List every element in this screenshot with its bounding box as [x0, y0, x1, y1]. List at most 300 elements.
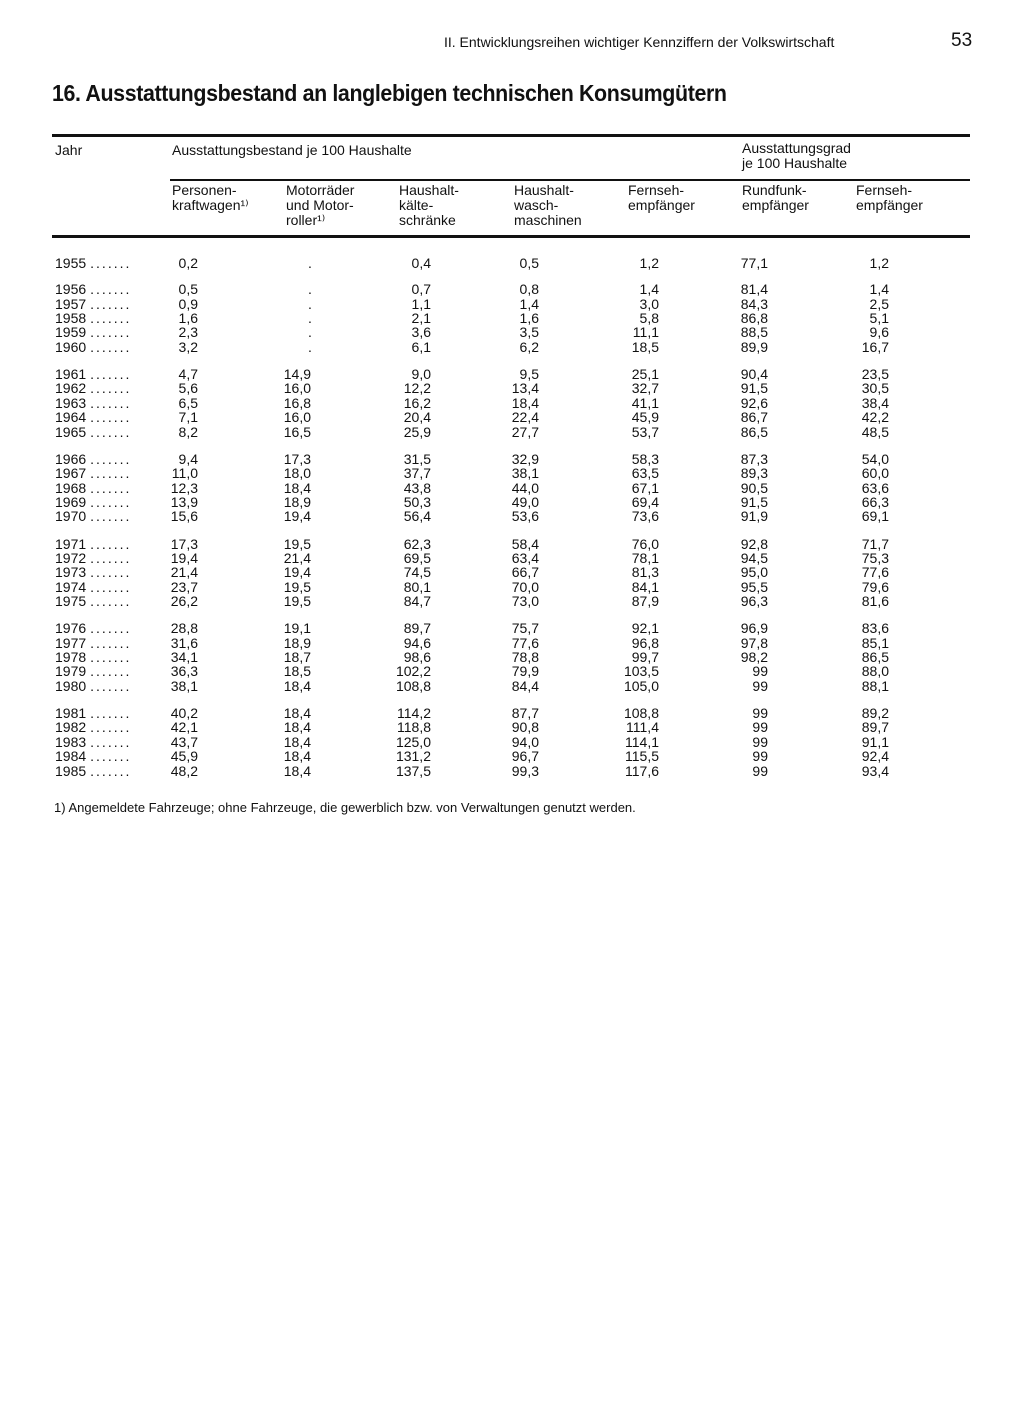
table-cell: 18,4 [283, 748, 311, 765]
table-cell: 63,4 [511, 549, 539, 566]
table-cell: 32,9 [511, 450, 539, 467]
year-cell: 1965 ....... [55, 423, 132, 440]
column-header-line: empfänger [856, 197, 923, 213]
column-header [628, 183, 695, 213]
table-cell: 1,1 [411, 295, 431, 312]
column-header-line: Haushalt- [399, 182, 459, 198]
dot-leader: ....... [90, 620, 132, 637]
table-cell: 88,1 [861, 677, 889, 694]
dot-leader: ....... [90, 465, 132, 482]
table-cell: 1,2 [869, 255, 889, 271]
table-cell: 0,2 [178, 255, 198, 271]
table-cell: 16,7 [861, 338, 889, 355]
dot-leader: ....... [90, 366, 132, 383]
table-cell: 45,9 [631, 409, 659, 426]
table-cell: 81,4 [740, 281, 768, 298]
table-cell: 9,5 [519, 366, 539, 383]
table-cell: 99,3 [511, 762, 539, 779]
column-header-line: Motorräder [286, 182, 355, 198]
year-cell: 1956 ....... [55, 281, 132, 298]
table-cell: 1,6 [178, 310, 198, 327]
table-cell: 98,6 [403, 649, 431, 666]
table-cell: 90,8 [511, 719, 539, 736]
table-cell: 18,4 [283, 762, 311, 779]
table-cell: 79,6 [861, 578, 889, 595]
column-header-line: empfänger [742, 197, 809, 213]
table-cell: 62,3 [403, 535, 431, 552]
year-cell: 1971 ....... [55, 535, 132, 552]
table-cell: 75,3 [861, 549, 889, 566]
table-cell: 1,4 [869, 281, 889, 298]
table-cell: 89,7 [403, 620, 431, 637]
table-cell: 131,2 [395, 748, 431, 765]
table-cell: 58,4 [511, 535, 539, 552]
table-cell: 56,4 [403, 508, 431, 525]
table-cell: 3,2 [178, 338, 198, 355]
year-cell: 1985 ....... [55, 762, 132, 779]
table-cell: 91,5 [740, 493, 768, 510]
table-cell: 2,1 [411, 310, 431, 327]
table-cell: 23,5 [861, 366, 889, 383]
table-cell: 105,0 [623, 677, 659, 694]
table-cell: 0,9 [178, 295, 198, 312]
table-cell: 96,3 [740, 593, 768, 609]
table-cell: 18,5 [283, 663, 311, 680]
table-cell: 89,7 [861, 719, 889, 736]
year-cell: 1978 ....... [55, 649, 132, 666]
table-cell: 79,9 [511, 663, 539, 680]
table-cell: 87,9 [631, 593, 659, 609]
table-cell: 38,1 [170, 677, 198, 694]
table-cell: 0,5 [519, 255, 539, 271]
table-cell: 69,4 [631, 493, 659, 510]
table-cell: 87,3 [740, 450, 768, 467]
table-cell: . [308, 281, 312, 298]
table-cell: 6,2 [519, 338, 539, 355]
dot-leader: ....... [90, 748, 132, 765]
footnote: 1) Angemeldete Fahrzeuge; ohne Fahrzeuge, die gewerblich bzw. von Verwaltungen genutzt werden. [54, 800, 636, 815]
table-cell: 7,1 [178, 409, 198, 426]
table-cell: 43,7 [170, 733, 198, 750]
table-cell: 92,6 [740, 394, 768, 411]
year-cell: 1972 ....... [55, 549, 132, 566]
table-cell: 1,4 [639, 281, 659, 298]
table-cell: 9,4 [178, 450, 198, 467]
table-cell: 115,5 [625, 748, 659, 765]
group-header-degree-line-2: je 100 Haushalte [742, 155, 848, 171]
table-cell: 90,4 [740, 366, 768, 383]
table-cell: 14,9 [283, 366, 311, 383]
table-cell: 11,0 [171, 465, 198, 482]
table-cell: 19,5 [283, 593, 311, 609]
dot-leader: ....... [90, 634, 132, 651]
year-cell: 1979 ....... [55, 663, 132, 680]
dot-leader: ....... [90, 479, 132, 496]
table-cell: 91,5 [740, 380, 768, 397]
table-cell: 18,0 [283, 465, 311, 482]
table-cell: 84,1 [631, 578, 659, 595]
table-cell: 48,2 [170, 762, 198, 779]
table-cell: 28,8 [170, 620, 198, 637]
year-cell: 1968 ....... [55, 479, 132, 496]
dot-leader: ....... [90, 549, 132, 566]
table-cell: 18,4 [283, 677, 311, 694]
table-cell: 19,1 [283, 620, 311, 637]
table-cell: 63,6 [861, 479, 889, 496]
table-cell: 31,6 [170, 634, 198, 651]
table-cell: 42,2 [861, 409, 889, 426]
table-cell: 94,5 [740, 549, 768, 566]
table-cell: 108,8 [623, 705, 659, 722]
table-cell: 18,4 [283, 479, 311, 496]
table-cell: 0,7 [411, 281, 431, 298]
table-cell: 92,8 [740, 535, 768, 552]
table-cell: 99 [752, 677, 768, 694]
column-header-line: wasch- [514, 197, 559, 213]
table-cell: 77,6 [511, 634, 539, 651]
table-cell: 137,5 [395, 762, 431, 779]
table-cell: 30,5 [861, 380, 889, 397]
table-cell: 12,2 [403, 380, 431, 397]
table-cell: 18,9 [283, 493, 311, 510]
year-cell: 1973 ....... [55, 564, 132, 581]
table-cell: 31,5 [403, 450, 431, 467]
table-cell: . [308, 295, 312, 312]
dot-leader: ....... [90, 394, 132, 411]
table-cell: 11,1 [632, 324, 659, 341]
table-cell: 77,1 [740, 255, 768, 271]
table-cell: 3,0 [639, 295, 659, 312]
dot-leader: ....... [90, 762, 132, 779]
year-cell: 1984 ....... [55, 748, 132, 765]
table-cell: 78,8 [511, 649, 539, 666]
year-cell: 1983 ....... [55, 733, 132, 750]
table-cell: 114,1 [625, 733, 659, 750]
table-cell: 45,9 [170, 748, 198, 765]
table-cell: 16,2 [403, 394, 431, 411]
table-cell: 93,4 [861, 762, 889, 779]
table-cell: 98,2 [740, 649, 768, 666]
dot-leader: ....... [90, 578, 132, 595]
table-cell: 77,6 [861, 564, 889, 581]
dot-leader: ....... [90, 663, 132, 680]
table-cell: 60,0 [861, 465, 889, 482]
table-cell: 41,1 [631, 394, 659, 411]
table-cell: 0,4 [411, 255, 431, 271]
header-bottom-rule [52, 235, 970, 238]
column-header [172, 183, 249, 213]
table-cell: 0,5 [178, 281, 198, 298]
table-cell: 4,7 [178, 366, 198, 383]
table-cell: 40,2 [170, 705, 198, 722]
year-cell: 1966 ....... [55, 450, 132, 467]
column-header [399, 183, 459, 228]
table-cell: 8,2 [178, 423, 198, 440]
table-cell: 13,9 [170, 493, 198, 510]
table-cell: 1,4 [519, 295, 539, 312]
table-cell: 38,4 [861, 394, 889, 411]
column-header [286, 183, 354, 228]
dot-leader: ....... [90, 733, 132, 750]
column-header-line: Personen- [172, 182, 237, 198]
table-cell: 18,4 [283, 733, 311, 750]
table-cell: 86,8 [740, 310, 768, 327]
table-cell: 66,3 [861, 493, 889, 510]
table-cell: 17,3 [170, 535, 198, 552]
dot-leader: ....... [90, 593, 132, 609]
year-cell: 1975 ....... [55, 593, 132, 609]
table-cell: 71,7 [861, 535, 889, 552]
table-cell: 53,7 [631, 423, 659, 440]
table-cell: 27,7 [511, 423, 539, 440]
table-cell: 96,7 [511, 748, 539, 765]
table-cell: 5,8 [639, 310, 659, 327]
dot-leader: ....... [90, 295, 132, 312]
dot-leader: ....... [90, 338, 132, 355]
year-cell: 1982 ....... [55, 719, 132, 736]
table-cell: 6,1 [411, 338, 431, 355]
table-cell: 86,5 [861, 649, 889, 666]
table-cell: 117,6 [625, 762, 659, 779]
table-cell: 13,4 [511, 380, 539, 397]
table-cell: 90,5 [740, 479, 768, 496]
year-cell: 1974 ....... [55, 578, 132, 595]
table-cell: 5,1 [869, 310, 889, 327]
table-cell: 25,1 [631, 366, 659, 383]
table-cell: 18,4 [511, 394, 539, 411]
table-cell: 118,8 [397, 719, 431, 736]
table-cell: 81,6 [861, 593, 889, 609]
year-cell: 1958 ....... [55, 310, 132, 327]
table-cell: 2,3 [178, 324, 198, 341]
column-header-line: Haushalt- [514, 182, 574, 198]
dot-leader: ....... [90, 310, 132, 327]
page-number: 53 [951, 30, 973, 51]
dot-leader: ....... [90, 677, 132, 694]
table-cell: 54,0 [861, 450, 889, 467]
table-cell: 16,0 [283, 409, 311, 426]
table-cell: 86,7 [740, 409, 768, 426]
table-cell: 1,6 [519, 310, 539, 327]
table-cell: 96,8 [631, 634, 659, 651]
table-cell: 88,0 [861, 663, 889, 680]
table-cell: 85,1 [861, 634, 889, 651]
year-cell: 1977 ....... [55, 634, 132, 651]
year-cell: 1962 ....... [55, 380, 132, 397]
column-header-line: schränke [399, 212, 456, 228]
table-cell: 73,0 [511, 593, 539, 609]
year-cell: 1980 ....... [55, 677, 132, 694]
table-cell: 16,0 [283, 380, 311, 397]
table-cell: 53,6 [511, 508, 539, 525]
table-cell: 75,7 [511, 620, 539, 637]
table-cell: 19,4 [283, 564, 311, 581]
column-header [742, 183, 809, 213]
table-cell: 9,0 [411, 366, 431, 383]
table-cell: 70,0 [511, 578, 539, 595]
table-cell: 17,3 [283, 450, 311, 467]
table-cell: 99 [752, 748, 768, 765]
year-cell: 1969 ....... [55, 493, 132, 510]
running-head: II. Entwicklungsreihen wichtiger Kennziffern der Volkswirtschaft [444, 34, 835, 50]
table-cell: 80,1 [403, 578, 431, 595]
table-cell: 20,4 [403, 409, 431, 426]
table-cell: 103,5 [623, 663, 659, 680]
table-cell: 50,3 [403, 493, 431, 510]
table-cell: 91,9 [740, 508, 768, 525]
group-header-degree [742, 141, 851, 171]
table-cell: 0,8 [519, 281, 539, 298]
table-cell: 18,5 [631, 338, 659, 355]
column-header-line: und Motor- [286, 197, 354, 213]
year-cell: 1976 ....... [55, 620, 132, 637]
table-cell: 3,6 [411, 324, 431, 341]
table-cell: 114,2 [397, 705, 431, 722]
table-cell: 19,5 [283, 578, 311, 595]
table-cell: 83,6 [861, 620, 889, 637]
table-cell: 6,5 [178, 394, 198, 411]
table-cell: 99,7 [631, 649, 659, 666]
table-cell: 91,1 [861, 733, 889, 750]
table-cell: 12,3 [170, 479, 198, 496]
table-cell: 5,6 [178, 380, 198, 397]
dot-leader: ....... [90, 705, 132, 722]
dot-leader: ....... [90, 719, 132, 736]
table-cell: 92,1 [631, 620, 659, 637]
table-cell: 66,7 [511, 564, 539, 581]
table-cell: 43,8 [403, 479, 431, 496]
table-cell: 84,3 [740, 295, 768, 312]
table-cell: 16,5 [283, 423, 311, 440]
table-cell: . [308, 324, 312, 341]
column-header-line: Fernseh- [628, 182, 685, 198]
table-cell: 42,1 [170, 719, 198, 736]
column-header-line: maschinen [514, 212, 582, 228]
table-cell: 63,5 [631, 465, 659, 482]
year-cell: 1960 ....... [55, 338, 132, 355]
table-cell: 67,1 [631, 479, 659, 496]
table-cell: . [308, 310, 312, 327]
dot-leader: ....... [90, 564, 132, 581]
year-cell: 1967 ....... [55, 465, 132, 482]
table-cell: 37,7 [403, 465, 431, 482]
table-cell: 21,4 [283, 549, 311, 566]
dot-leader: ....... [90, 508, 132, 525]
table-cell: 15,6 [170, 508, 198, 525]
year-cell: 1957 ....... [55, 295, 132, 312]
table-cell: 69,1 [861, 508, 889, 525]
table-cell: 94,6 [403, 634, 431, 651]
group-header-degree-line-1: Ausstattungsgrad [742, 140, 851, 156]
table-cell: 81,3 [631, 564, 659, 581]
year-cell: 1970 ....... [55, 508, 132, 525]
table-cell: . [308, 338, 312, 355]
dot-leader: ....... [90, 380, 132, 397]
page-title: 16. Ausstattungsbestand an langlebigen technischen Konsumgütern [52, 80, 727, 106]
table-cell: 89,3 [740, 465, 768, 482]
column-header-line: Rundfunk- [742, 182, 807, 198]
table-cell: 44,0 [511, 479, 539, 496]
dot-leader: ....... [90, 324, 132, 341]
table-cell: 95,0 [740, 564, 768, 581]
table-cell: 23,7 [170, 578, 198, 595]
table-cell: 49,0 [511, 493, 539, 510]
dot-leader: ....... [90, 649, 132, 666]
table-cell: 92,4 [861, 748, 889, 765]
table-cell: 125,0 [395, 733, 431, 750]
dot-leader: ....... [90, 255, 132, 271]
table-cell: 76,0 [631, 535, 659, 552]
column-header-line: kälte- [399, 197, 434, 213]
table-cell: 99 [752, 762, 768, 779]
table-cell: 1,2 [639, 255, 659, 271]
year-column-header: Jahr [55, 142, 83, 158]
year-cell: 1961 ....... [55, 366, 132, 383]
group-divider-rule [170, 179, 970, 181]
column-header [856, 183, 923, 213]
table-cell: 99 [752, 663, 768, 680]
dot-leader: ....... [90, 493, 132, 510]
table-cell: 19,4 [170, 549, 198, 566]
table-cell: 87,7 [511, 705, 539, 722]
table-cell: 69,5 [403, 549, 431, 566]
table-cell: 111,4 [626, 719, 659, 736]
table-cell: 18,4 [283, 705, 311, 722]
table-cell: 84,7 [403, 593, 431, 609]
table-cell: 19,4 [283, 508, 311, 525]
table-cell: 18,4 [283, 719, 311, 736]
column-header-line: Fernseh- [856, 182, 913, 198]
table-cell: 22,4 [511, 409, 539, 426]
dot-leader: ....... [90, 409, 132, 426]
table-cell: 99 [752, 719, 768, 736]
table-cell: 99 [752, 705, 768, 722]
year-cell: 1964 ....... [55, 409, 132, 426]
group-header-stock: Ausstattungsbestand je 100 Haushalte [172, 142, 412, 158]
table-cell: 32,7 [631, 380, 659, 397]
dot-leader: ....... [90, 535, 132, 552]
table-cell: 102,2 [395, 663, 431, 680]
table-cell: 89,9 [740, 338, 768, 355]
table-cell: 96,9 [740, 620, 768, 637]
table-cell: 18,7 [283, 649, 311, 666]
table-cell: 99 [752, 733, 768, 750]
table-cell: 36,3 [170, 663, 198, 680]
table-cell: 97,8 [740, 634, 768, 651]
year-cell: 1963 ....... [55, 394, 132, 411]
table-cell: 58,3 [631, 450, 659, 467]
table-cell: 78,1 [631, 549, 659, 566]
year-cell: 1981 ....... [55, 705, 132, 722]
dot-leader: ....... [90, 423, 132, 440]
table-cell: 21,4 [170, 564, 198, 581]
table-cell: 48,5 [861, 423, 889, 440]
year-cell: 1955 ....... [55, 255, 132, 271]
table-cell: 26,2 [170, 593, 198, 609]
column-header-line: empfänger [628, 197, 695, 213]
table-cell: 74,5 [403, 564, 431, 581]
column-header [514, 183, 582, 228]
table-cell: 16,8 [283, 394, 311, 411]
table-cell: 34,1 [170, 649, 198, 666]
table-cell: 2,5 [869, 295, 889, 312]
table-cell: 9,6 [869, 324, 889, 341]
table-cell: 95,5 [740, 578, 768, 595]
table-cell: 94,0 [511, 733, 539, 750]
dot-leader: ....... [90, 450, 132, 467]
dot-leader: ....... [90, 281, 132, 298]
table-cell: 25,9 [403, 423, 431, 440]
